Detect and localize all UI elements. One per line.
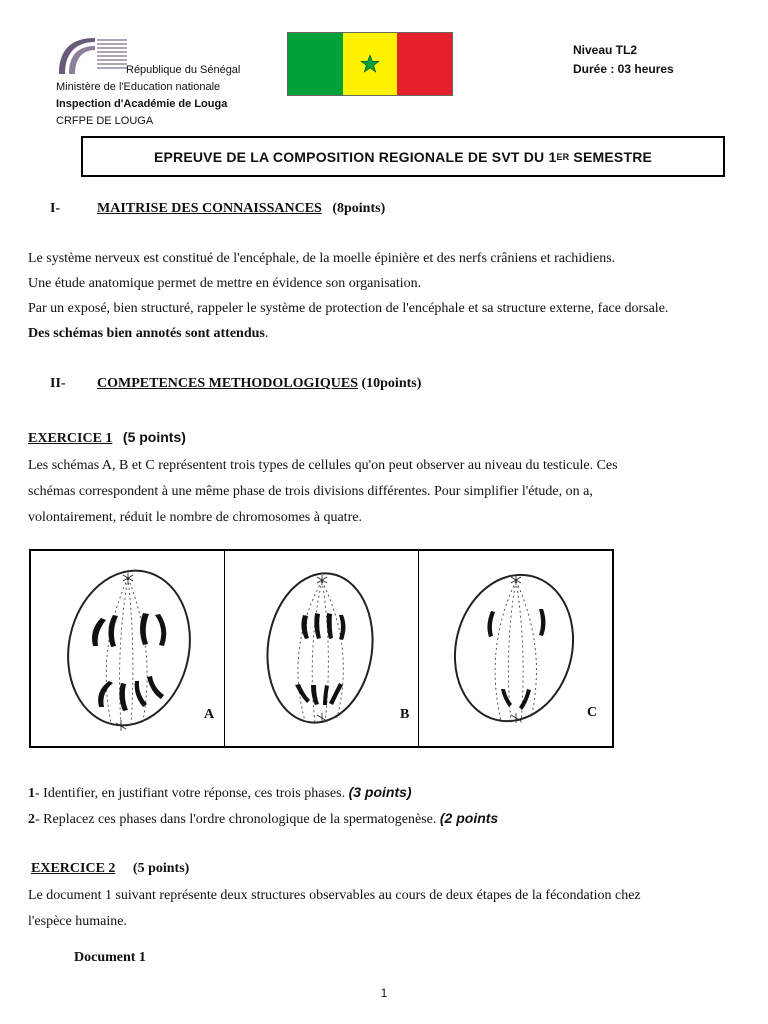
- question-2: [28, 810, 498, 828]
- section-1-line: Par un exposé, bien structuré, rappeler le système de protection de l'encéphale et sa structure externe, face dorsale.: [28, 301, 669, 316]
- exercise-2-points: (5 points): [132, 861, 190, 876]
- section-1-bold-tail: .: [264, 326, 269, 341]
- section-1-line: Le système nerveux est constitué de l'encéphale, de la moelle épinière et des nerfs crâniens et rachidiens.: [28, 251, 616, 266]
- flag-red-band: [397, 33, 452, 95]
- cell-a-drawing: [31, 551, 224, 746]
- cell-a-label: A: [204, 707, 215, 722]
- exam-info: [573, 41, 674, 79]
- duration-label: Durée : 03 heures: [573, 62, 674, 76]
- section-1-number: I-: [50, 201, 61, 216]
- exercise-1-heading: [28, 429, 186, 447]
- question-1-number: 1: [28, 786, 35, 801]
- exercise-1-line: schémas correspondent à une même phase de trois divisions différentes. Pour simplifier l'étude, on a,: [28, 484, 593, 499]
- cell-panel-b: [225, 551, 419, 746]
- ministry-label: Ministère de l'Education nationale: [56, 81, 221, 93]
- star-icon: [360, 54, 380, 74]
- page-number: 1: [380, 986, 388, 1000]
- title-main: EPREUVE DE LA COMPOSITION REGIONALE DE SVT DU 1: [153, 148, 557, 165]
- section-1-line: Une étude anatomique permet de mettre en évidence son organisation.: [28, 276, 422, 291]
- question-1-text: - Identifier, en justifiant votre réponse, ces trois phases.: [35, 786, 346, 801]
- cell-b-drawing: [225, 551, 418, 746]
- exercise-1-points: (5 points): [122, 429, 186, 445]
- exercise-2-line: Le document 1 suivant représente deux structures observables au cours de deux étapes de la fécondation chez: [28, 888, 641, 903]
- section-1-bold-line: Des schémas bien annotés sont attendus: [28, 326, 265, 341]
- cell-panel-c: [419, 551, 612, 746]
- exam-title: [81, 136, 725, 177]
- exercise-1-line: Les schémas A, B et C représentent trois types de cellules qu'on peut observer au niveau du testicule. Ces: [28, 458, 618, 473]
- crfpe-label: CRFPE DE LOUGA: [56, 115, 154, 127]
- section-1-heading: [50, 201, 650, 221]
- section-1-title: MAITRISE DES CONNAISSANCES: [97, 201, 322, 216]
- question-2-points: (2 points: [439, 810, 499, 826]
- institution-block: [56, 62, 240, 130]
- cell-panel-a: [31, 551, 225, 746]
- flag-green-band: [288, 33, 343, 95]
- question-2-text: - Replacez ces phases dans l'ordre chronologique de la spermatogenèse.: [35, 812, 437, 827]
- section-2-heading: [50, 376, 650, 396]
- inspection-label: Inspection d'Académie de Louga: [56, 98, 228, 110]
- question-1-points: (3 points): [348, 784, 412, 800]
- flag-yellow-band: [343, 33, 398, 95]
- cell-c-drawing: [419, 551, 612, 746]
- question-1: [28, 784, 412, 802]
- document-1-label: Document 1: [74, 950, 146, 965]
- level-label: Niveau TL2: [573, 43, 638, 57]
- section-1-points: (8points): [332, 201, 386, 216]
- cell-b-label: B: [400, 707, 410, 722]
- senegal-flag: [287, 32, 453, 96]
- republic-label: République du Sénégal: [126, 64, 241, 76]
- exercise-2-heading: [31, 861, 189, 877]
- exercise-1-line: volontairement, réduit le nombre de chromosomes à quatre.: [28, 510, 362, 525]
- question-2-number: 2: [28, 812, 35, 827]
- exercise-1-text: [28, 453, 748, 531]
- exercise-1-title: EXERCICE 1: [28, 431, 113, 446]
- section-2-points: (10points): [361, 376, 422, 391]
- section-2-title: COMPETENCES METHODOLOGIQUES: [97, 376, 358, 391]
- exercise-2-title: EXERCICE 2: [31, 861, 116, 876]
- cell-c-label: C: [587, 705, 598, 720]
- cells-figure: [29, 549, 614, 748]
- section-1-text: [28, 246, 748, 346]
- exercise-2-line: l'espèce humaine.: [28, 914, 127, 929]
- title-sup: ER: [556, 151, 570, 162]
- section-2-number: II-: [50, 376, 66, 391]
- exercise-2-text: [28, 883, 748, 935]
- title-tail: SEMESTRE: [569, 148, 653, 165]
